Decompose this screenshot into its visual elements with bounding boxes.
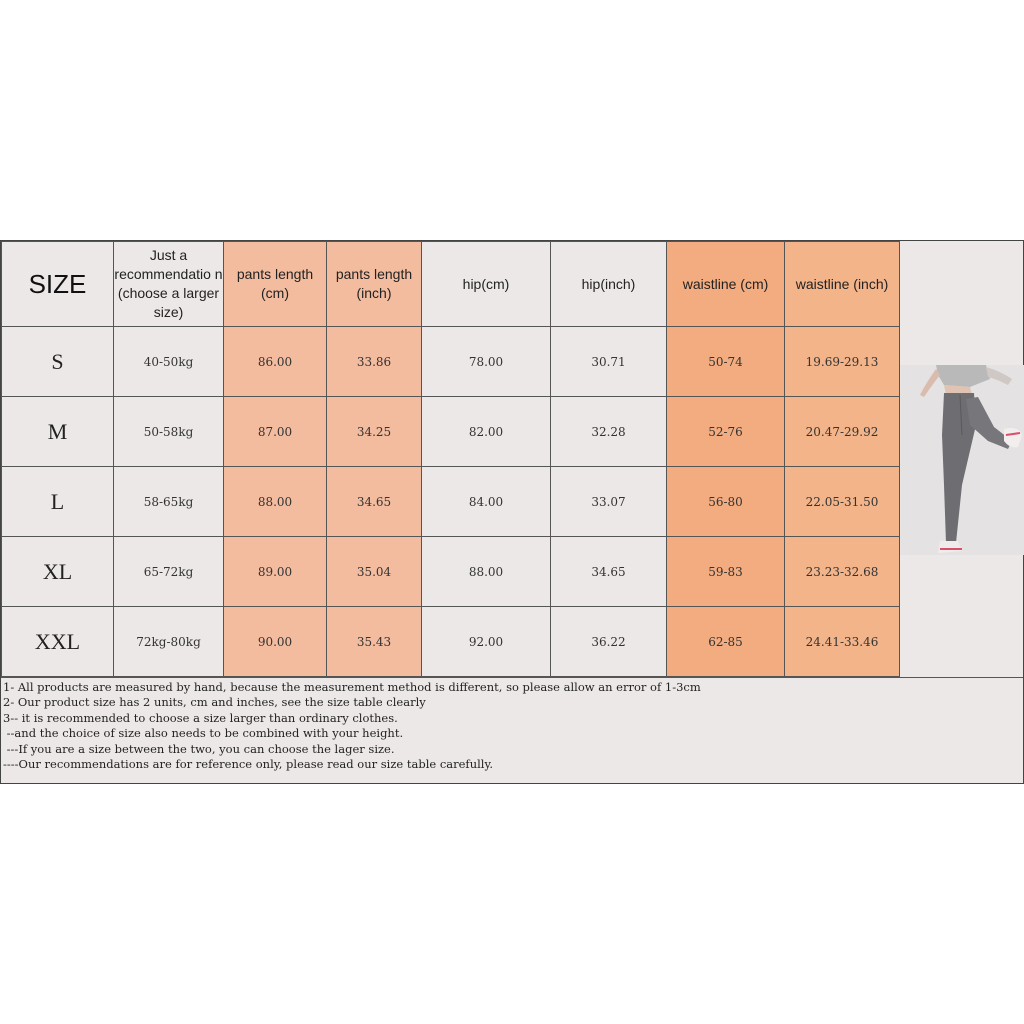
waist-inch-cell: 20.47-29.92 — [785, 397, 900, 467]
hip-cm-cell: 84.00 — [422, 467, 551, 537]
pants-inch-cell: 33.86 — [327, 327, 422, 397]
hip-inch-header: hip(inch) — [551, 242, 667, 327]
waistline-inch-header: waistline (inch) — [785, 242, 900, 327]
pants-cm-cell: 90.00 — [224, 607, 327, 677]
waist-cm-cell: 59-83 — [667, 537, 785, 607]
hip-inch-cell: 30.71 — [551, 327, 667, 397]
table-row — [2, 537, 900, 607]
pants-inch-cell: 34.65 — [327, 467, 422, 537]
waistline-cm-header: waistline (cm) — [667, 242, 785, 327]
waist-cm-cell: 52-76 — [667, 397, 785, 467]
pants-inch-cell: 35.43 — [327, 607, 422, 677]
note-line: ----Our recommendations are for reference only, please read our size table carefully. — [3, 756, 494, 771]
weight-cell: 72kg-80kg — [114, 607, 224, 677]
hip-cm-cell: 88.00 — [422, 537, 551, 607]
pants-cm-cell: 89.00 — [224, 537, 327, 607]
pants-cm-cell: 88.00 — [224, 467, 327, 537]
note-line: 3-- it is recommended to choose a size larger than ordinary clothes. — [3, 710, 398, 725]
size-cell: L — [2, 467, 114, 537]
table-row — [2, 467, 900, 537]
pants-cm-cell: 86.00 — [224, 327, 327, 397]
weight-cell: 58-65kg — [114, 467, 224, 537]
notes-section — [1, 677, 1023, 783]
table-row — [2, 327, 900, 397]
hip-inch-cell: 32.28 — [551, 397, 667, 467]
weight-cell: 40-50kg — [114, 327, 224, 397]
table-row — [2, 397, 900, 467]
pants-cm-cell: 87.00 — [224, 397, 327, 467]
pants-inch-cell: 35.04 — [327, 537, 422, 607]
note-line: 1- All products are measured by hand, because the measurement method is different, so please allow an error of 1-3cm — [3, 680, 701, 694]
hip-inch-cell: 36.22 — [551, 607, 667, 677]
note-line: --and the choice of size also needs to be combined with your height. — [3, 726, 404, 741]
weight-cell: 50-58kg — [114, 397, 224, 467]
pants-length-cm-header: pants length (cm) — [224, 242, 327, 327]
size-cell: M — [2, 397, 114, 467]
hip-inch-cell: 34.65 — [551, 537, 667, 607]
waist-inch-cell: 19.69-29.13 — [785, 327, 900, 397]
waist-inch-cell: 24.41-33.46 — [785, 607, 900, 677]
hip-cm-header: hip(cm) — [422, 242, 551, 327]
hip-cm-cell: 92.00 — [422, 607, 551, 677]
leggings-model-illustration — [900, 365, 1024, 555]
hip-cm-cell: 78.00 — [422, 327, 551, 397]
waist-inch-cell: 22.05-31.50 — [785, 467, 900, 537]
size-chart — [0, 240, 1024, 784]
table-row — [2, 607, 900, 677]
header-row — [2, 242, 900, 327]
size-cell: XXL — [2, 607, 114, 677]
note-line: 2- Our product size has 2 units, cm and inches, see the size table clearly — [3, 695, 426, 710]
note-line: ---If you are a size between the two, you can choose the lager size. — [3, 741, 395, 756]
model-photo — [900, 365, 1024, 555]
size-table — [1, 241, 900, 677]
size-cell: XL — [2, 537, 114, 607]
size-header: SIZE — [2, 242, 114, 327]
waist-cm-cell: 62-85 — [667, 607, 785, 677]
weight-cell: 65-72kg — [114, 537, 224, 607]
size-cell: S — [2, 327, 114, 397]
hip-inch-cell: 33.07 — [551, 467, 667, 537]
waist-cm-cell: 56-80 — [667, 467, 785, 537]
pants-length-inch-header: pants length (inch) — [327, 242, 422, 327]
pants-inch-cell: 34.25 — [327, 397, 422, 467]
waist-inch-cell: 23.23-32.68 — [785, 537, 900, 607]
hip-cm-cell: 82.00 — [422, 397, 551, 467]
recommendation-header: Just a recommendatio n (choose a larger size) — [114, 242, 224, 327]
waist-cm-cell: 50-74 — [667, 327, 785, 397]
